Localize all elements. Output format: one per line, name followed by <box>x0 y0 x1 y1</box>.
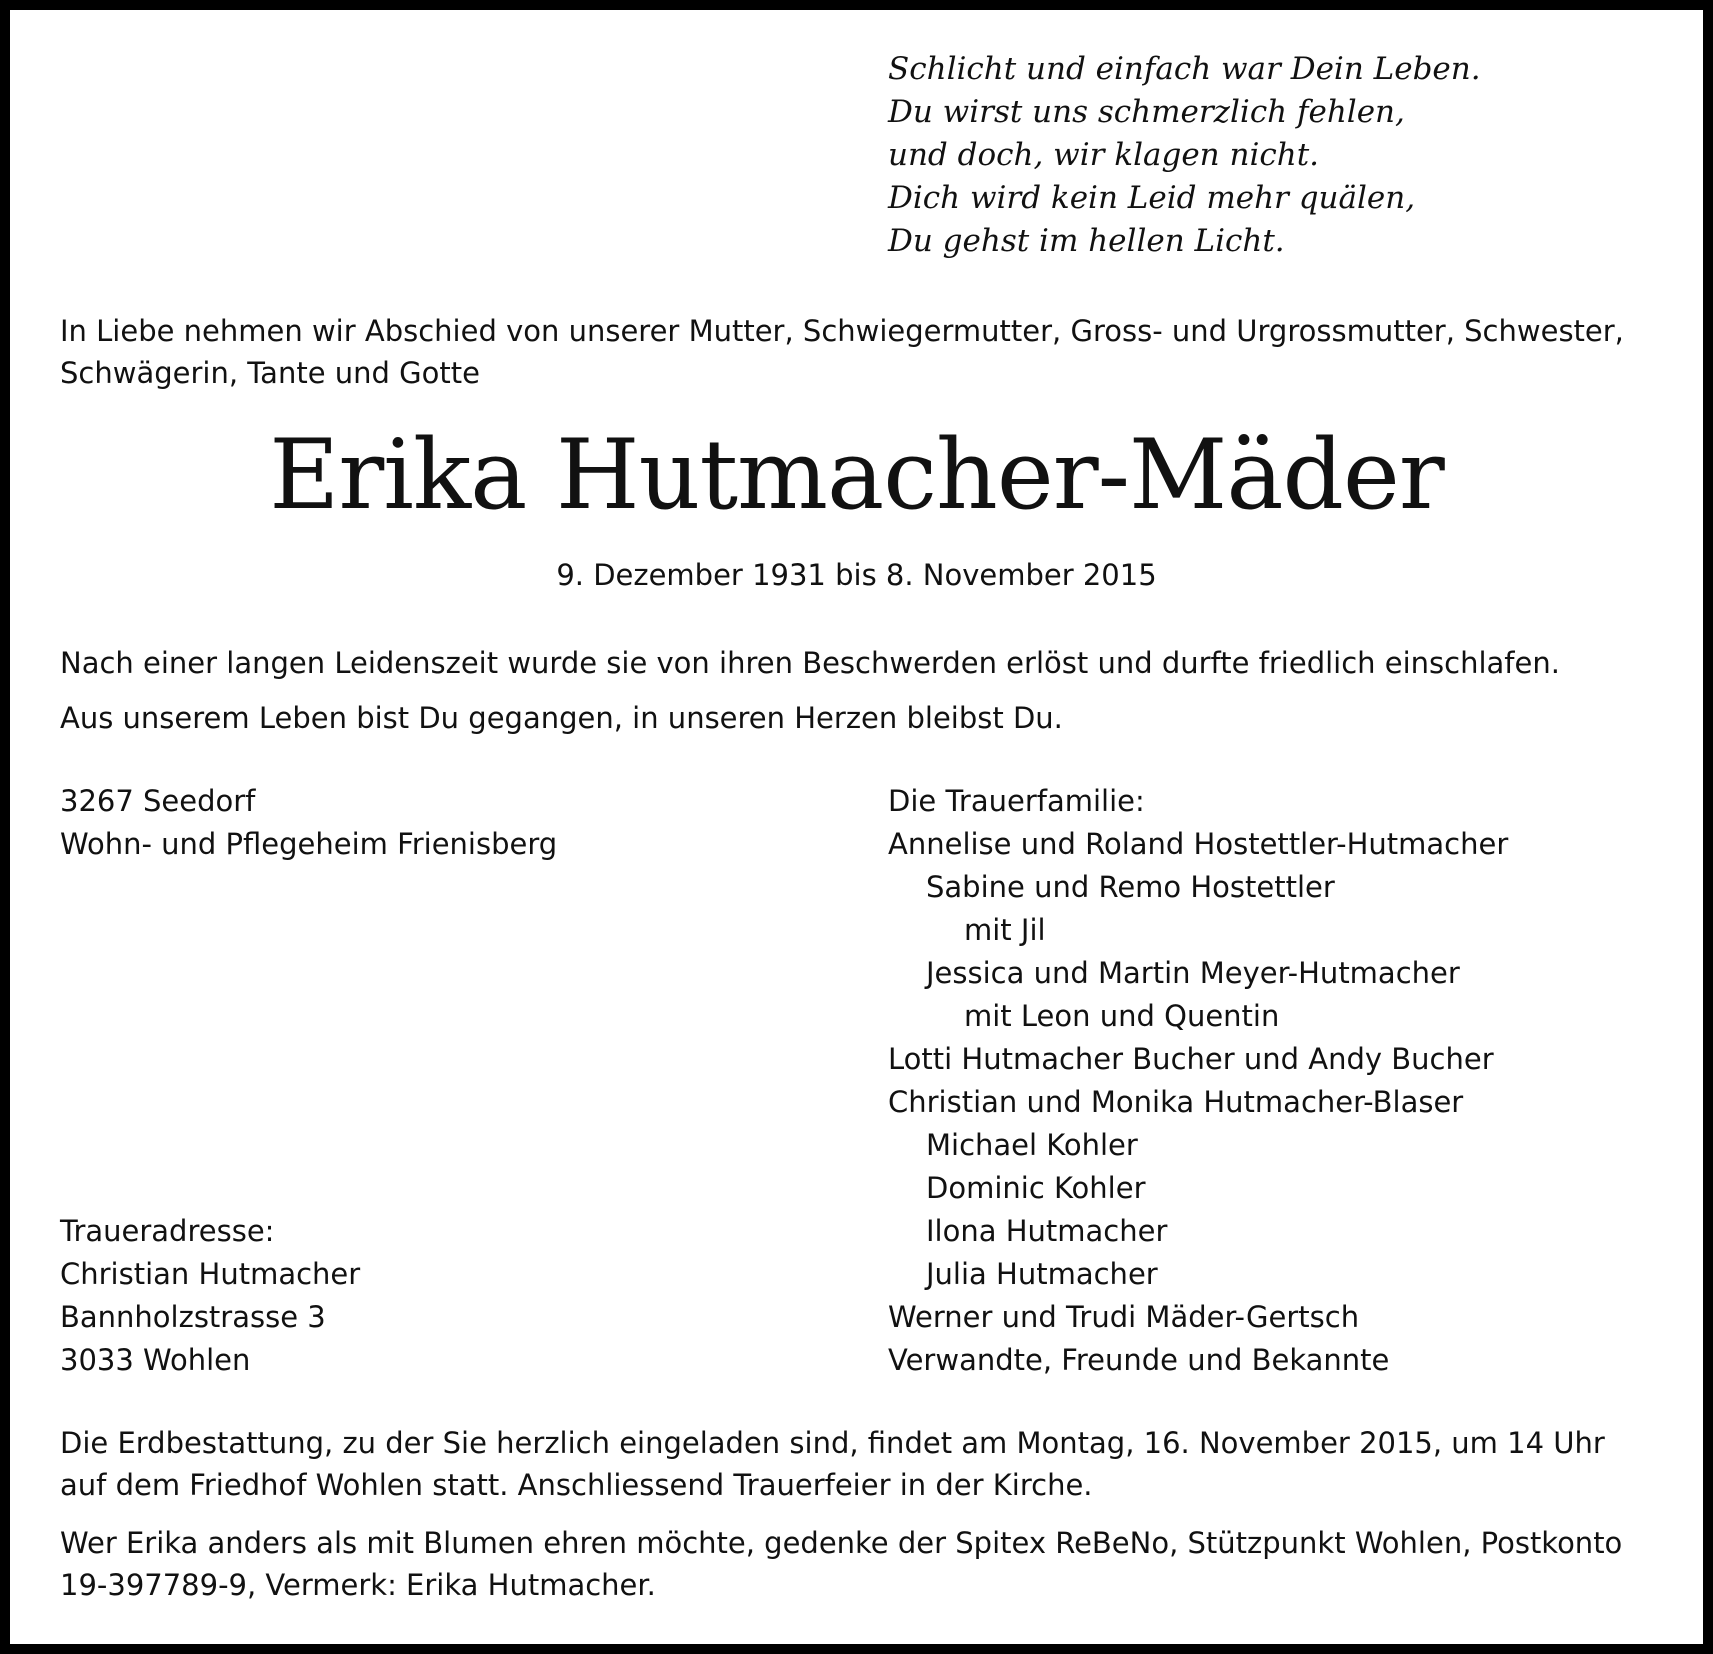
message-line: Aus unserem Leben bist Du gegangen, in unseren Herzen bleibst Du. <box>60 701 1063 735</box>
family-label: Die Trauerfamilie: <box>888 784 1145 818</box>
deceased-name: Erika Hutmacher-Mäder <box>269 419 1444 531</box>
address-name: Christian Hutmacher <box>60 1257 361 1291</box>
location-block <box>60 780 557 866</box>
address-street: Bannholzstrasse 3 <box>60 1300 326 1334</box>
location-line: Wohn- und Pflegeheim Frienisberg <box>60 827 558 861</box>
family-member: Sabine und Remo Hostettler <box>926 870 1335 904</box>
mourning-family <box>888 780 1508 1382</box>
family-member: Dominic Kohler <box>926 1171 1146 1205</box>
family-member: Ilona Hutmacher <box>926 1214 1168 1248</box>
poem-line: Du gehst im hellen Licht. <box>888 223 1285 259</box>
intro-line: Schwägerin, Tante und Gotte <box>60 356 480 390</box>
poem <box>888 48 1481 263</box>
family-member: Jessica und Martin Meyer-Hutmacher <box>926 956 1460 990</box>
family-member: Julia Hutmacher <box>926 1257 1158 1291</box>
poem-line: und doch, wir klagen nicht. <box>888 137 1320 173</box>
donation-line: Wer Erika anders als mit Blumen ehren möchte, gedenke der Spitex ReBeNo, Stützpunkt Wohlen, Postkonto <box>60 1526 1623 1560</box>
family-member: Werner und Trudi Mäder-Gertsch <box>888 1300 1360 1334</box>
family-member: Verwandte, Freunde und Bekannte <box>888 1343 1390 1377</box>
poem-line: Du wirst uns schmerzlich fehlen, <box>888 94 1405 130</box>
family-member: Christian und Monika Hutmacher-Blaser <box>888 1085 1464 1119</box>
donation-line: 19-397789-9, Vermerk: Erika Hutmacher. <box>60 1568 656 1602</box>
intro-line: In Liebe nehmen wir Abschied von unserer Mutter, Schwiegermutter, Gross- und Urgrossmutter, Schwester, <box>60 314 1624 348</box>
address-label: Traueradresse: <box>60 1214 275 1248</box>
mourning-address <box>60 1210 360 1382</box>
intro-text <box>60 310 1660 394</box>
location-line: 3267 Seedorf <box>60 784 256 818</box>
family-member: Michael Kohler <box>926 1128 1138 1162</box>
family-member: Annelise und Roland Hostettler-Hutmacher <box>888 827 1509 861</box>
family-member: mit Leon und Quentin <box>964 999 1280 1033</box>
burial-line: auf dem Friedhof Wohlen statt. Anschliessend Trauerfeier in der Kirche. <box>60 1468 1093 1502</box>
burial-info <box>60 1422 1660 1506</box>
message-line: Nach einer langen Leidenszeit wurde sie von ihren Beschwerden erlöst und durfte friedlich einschlafen. <box>60 646 1560 680</box>
poem-line: Dich wird kein Leid mehr quälen, <box>888 180 1416 216</box>
address-city: 3033 Wohlen <box>60 1343 251 1377</box>
poem-line: Schlicht und einfach war Dein Leben. <box>888 51 1481 87</box>
burial-line: Die Erdbestattung, zu der Sie herzlich eingeladen sind, findet am Montag, 16. November 2015, um 14 Uhr <box>60 1426 1605 1460</box>
family-member: mit Jil <box>964 913 1046 947</box>
donation-info <box>60 1522 1660 1606</box>
life-dates: 9. Dezember 1931 bis 8. November 2015 <box>556 558 1157 592</box>
family-member: Lotti Hutmacher Bucher und Andy Bucher <box>888 1042 1494 1076</box>
